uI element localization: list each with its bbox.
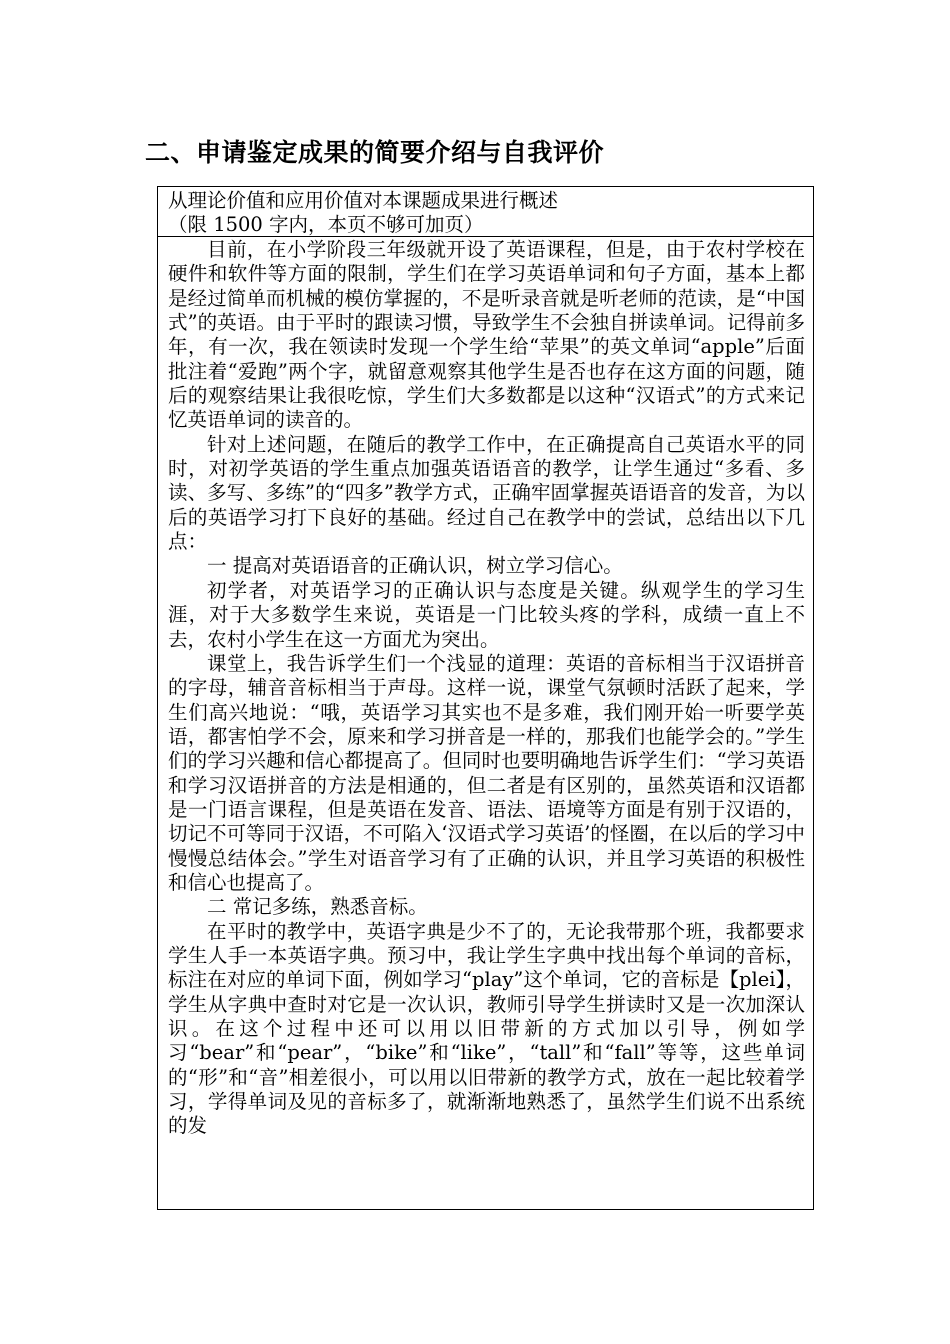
box-body xyxy=(158,237,813,1208)
paragraph-3: 初学者，对英语学习的正确认识与态度是关键。纵观学生的学习生涯，对于大多数学生来说，英语是一门比较头疼的学科，成绩一直上不去，农村小学生在这一方面尤为突出。 xyxy=(168,578,805,651)
paragraph-1: 目前，在小学阶段三年级就开设了英语课程，但是，由于农村学校在硬件和软件等方面的限制，学生们在学习英语单词和句子方面，基本上都是经过简单而机械的模仿掌握的，不是听录音就是听老师的范读，是“中国式”的英语。由于平时的跟读习惯，导致学生不会独自拼读单词。记得前多年，有一次，我在领读时发现一个学生给“苹果”的英文单词“apple”后面批注着“爱跑”两个字，就留意观察其他学生是否也存在这方面的问题，随后的观察结果让我很吃惊，学生们大多数都是以这种“汉语式”的方式来记忆英语单词的读音的。 xyxy=(168,238,805,432)
box-header-line1: 从理论价值和应用价值对本课题成果进行概述 xyxy=(168,189,559,212)
content-box xyxy=(157,186,814,1210)
paragraph-2: 针对上述问题，在随后的教学工作中，在正确提高自己英语水平的同时，对初学英语的学生重点加强英语语音的教学，让学生通过“多看、多读、多写、多练”的“四多”教学方式，正确牢固掌握英语语音的发音，为以后的英语学习打下良好的基础。经过自己在教学中的尝试，总结出以下几点： xyxy=(168,432,805,554)
paragraph-4: 课堂上，我告诉学生们一个浅显的道理：英语的音标相当于汉语拼音的字母，辅音音标相当于声母。这样一说，课堂气氛顿时活跃了起来，学生们高兴地说：“哦，英语学习其实也不是多难，我们刚开始一听要学英语，都害怕学不会，原来和学习拼音是一样的，那我们也能学会的。”学生们的学习兴趣和信心都提高了。但同时也要明确地告诉学生们：“学习英语和学习汉语拼音的方法是相通的，但二者是有区别的，虽然英语和汉语都是一门语言课程，但是英语在发音、语法、语境等方面是有别于汉语的，切记不可等同于汉语，不可陷入‘汉语式学习英语’的怪圈，在以后的学习中慢慢总结体会。”学生对语音学习有了正确的认识，并且学习英语的积极性和信心也提高了。 xyxy=(168,651,805,894)
box-header xyxy=(158,187,813,237)
paragraph-5: 在平时的教学中，英语字典是少不了的，无论我带那个班，我都要求学生人手一本英语字典。预习中，我让学生字典中找出每个单词的音标，标注在对应的单词下面，例如学习“play”这个单词，它的音标是【plei】，学生从字典中查时对它是一次认识，教师引导学生拼读时又是一次加深认识。在这个过程中还可以用以旧带新的方式加以引导，例如学习“bear”和“pear”，“bike”和“like”，“tall”和“fall”等等，这些单词的“形”和“音”相差很小，可以用以旧带新的教学方式，放在一起比较着学习，学得单词及见的音标多了，就渐渐地熟悉了，虽然学生们说不出系统的发 xyxy=(168,919,805,1138)
section-title: 二、申请鉴定成果的简要介绍与自我评价 xyxy=(145,138,605,167)
box-header-line2: （限 1500 字内，本页不够可加页） xyxy=(168,213,484,236)
subheading-1: 一 提高对英语语音的正确认识，树立学习信心。 xyxy=(207,554,623,578)
subheading-2: 二 常记多练，熟悉音标。 xyxy=(207,895,428,919)
